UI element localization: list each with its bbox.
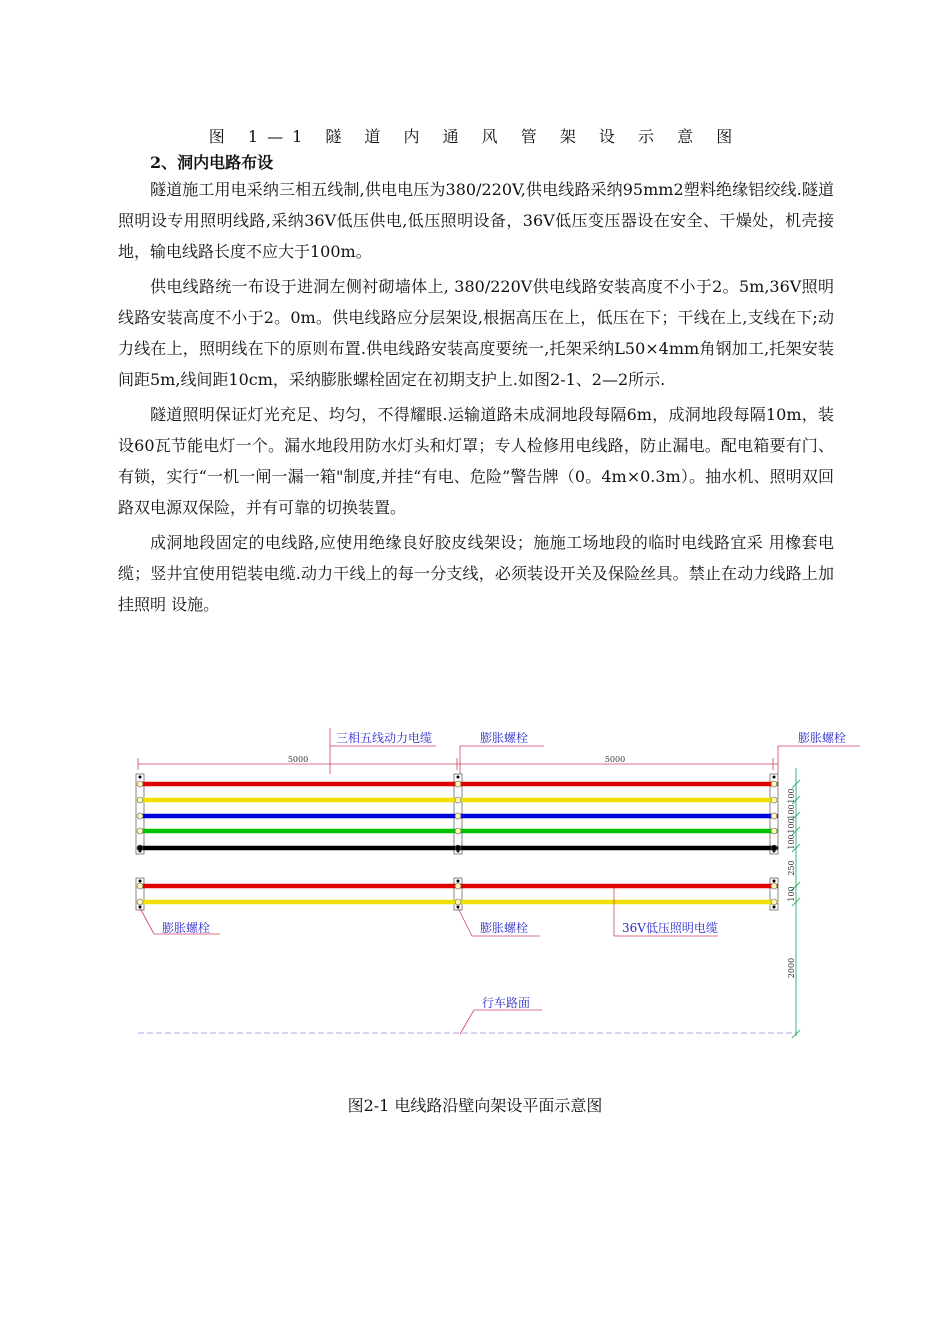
wire-insulator [455,797,461,803]
wire-insulator [137,813,143,819]
wire-insulator [137,845,143,851]
wire-insulator [455,813,461,819]
body-text [118,174,834,621]
wires [137,781,777,905]
section-heading: 2、洞内电路布设 [150,153,274,172]
bolt-dot [139,776,142,779]
wire-insulator [771,828,777,834]
gap-6-label: 100 [787,886,796,902]
wire-insulator [455,828,461,834]
wiring-diagram [118,718,878,1048]
wire-insulator [137,899,143,905]
gap-2-label: 100 [787,804,796,820]
wire-insulator [137,883,143,889]
gap-1-label: 100 [787,788,796,804]
bolt-dot [773,776,776,779]
brackets [136,774,778,910]
paragraph-1: 隧道施工用电采纳三相五线制,供电电压为380/220V,供电线路采纳95mm2塑料绝缘铝绞线.隧道照明设专用照明线路,采纳36V低压供电,低压照明设备，36V低压变压器设在安全、干燥处，机壳接地，输电线路长度不应大于100m。 [118,180,834,261]
paragraph-3: 隧道照明保证灯光充足、均匀，不得耀眼.运输道路未成洞地段每隔6m，成洞地段每隔10m，装设60瓦节能电灯一个。漏水地段用防水灯头和灯罩；专人检修用电线路，防止漏电。配电箱要有门、有锁，实行“一机一闸一漏一箱"制度,并挂“有电、危险”警告牌（0。4m×0.3m）。抽水机、照明双回路双电源双保险，并有可靠的切换装置。 [118,405,834,517]
wire-insulator [771,845,777,851]
wire-insulator [771,781,777,787]
figure-caption-2-1: 图2-1 电线路沿壁向架设平面示意图 [347,1096,603,1115]
road-surface-label: 行车路面 [482,996,531,1010]
span-left-label: 5000 [287,755,309,764]
gap-3-label: 100 [787,818,796,834]
height-to-road-label: 2000 [787,957,796,979]
paragraph-4: 成洞地段固定的电线路,应使用绝缘良好胶皮线架设；施施工场地段的临时电线路宜采 用橡套电缆；竖井宜使用铠装电缆.动力干线上的每一分支线，必须装设开关及保险丝具。禁止在动力线路上加挂照明 设施。 [118,533,834,614]
gap-5-label: 250 [787,860,796,876]
bolt-dot [139,880,142,883]
wire-insulator [771,797,777,803]
bolt-top-right-label: 膨胀螺栓 [798,731,847,745]
bolt-dot [457,776,460,779]
power-cable-label: 三相五线动力电缆 [336,731,433,745]
bolt-dot [457,880,460,883]
paragraph-2: 供电线路统一布设于进洞左侧衬砌墙体上, 380/220V供电线路安装高度不小于2。5m,36V照明线路安装高度不小于2。0m。供电线路应分层架设,根据高压在上，低压在下；干线在上,支线在下;动力线在上，照明线在下的原则布置.供电线路安装高度要统一,托架采纳L50×4mm角钢加工,托架安装间距5m,线间距10cm，采纳膨胀螺栓固定在初期支护上.如图2-1、2—2所示. [118,277,834,389]
wire-insulator [771,883,777,889]
bolt-bottom-left-label: 膨胀螺栓 [162,921,211,935]
lighting-cable-label: 36V低压照明电缆 [622,921,718,935]
wire-insulator [455,899,461,905]
wire-insulator [137,781,143,787]
wire-insulator [137,797,143,803]
wire-insulator [771,813,777,819]
gap-4-label: 100 [787,834,796,850]
wire-insulator [137,828,143,834]
wire-insulator [455,781,461,787]
wire-insulator [455,883,461,889]
wire-insulator [771,899,777,905]
span-right-label: 5000 [604,755,626,764]
bolt-dot [773,880,776,883]
bolt-bottom-mid-label: 膨胀螺栓 [480,921,529,935]
bolt-dot [773,906,776,909]
bolt-top-mid-label: 膨胀螺栓 [480,731,529,745]
wire-insulator [455,845,461,851]
figure-caption-1-1: 图 1—1 隧 道 内 通 风 管 架 设 示 意 图 [208,127,742,146]
